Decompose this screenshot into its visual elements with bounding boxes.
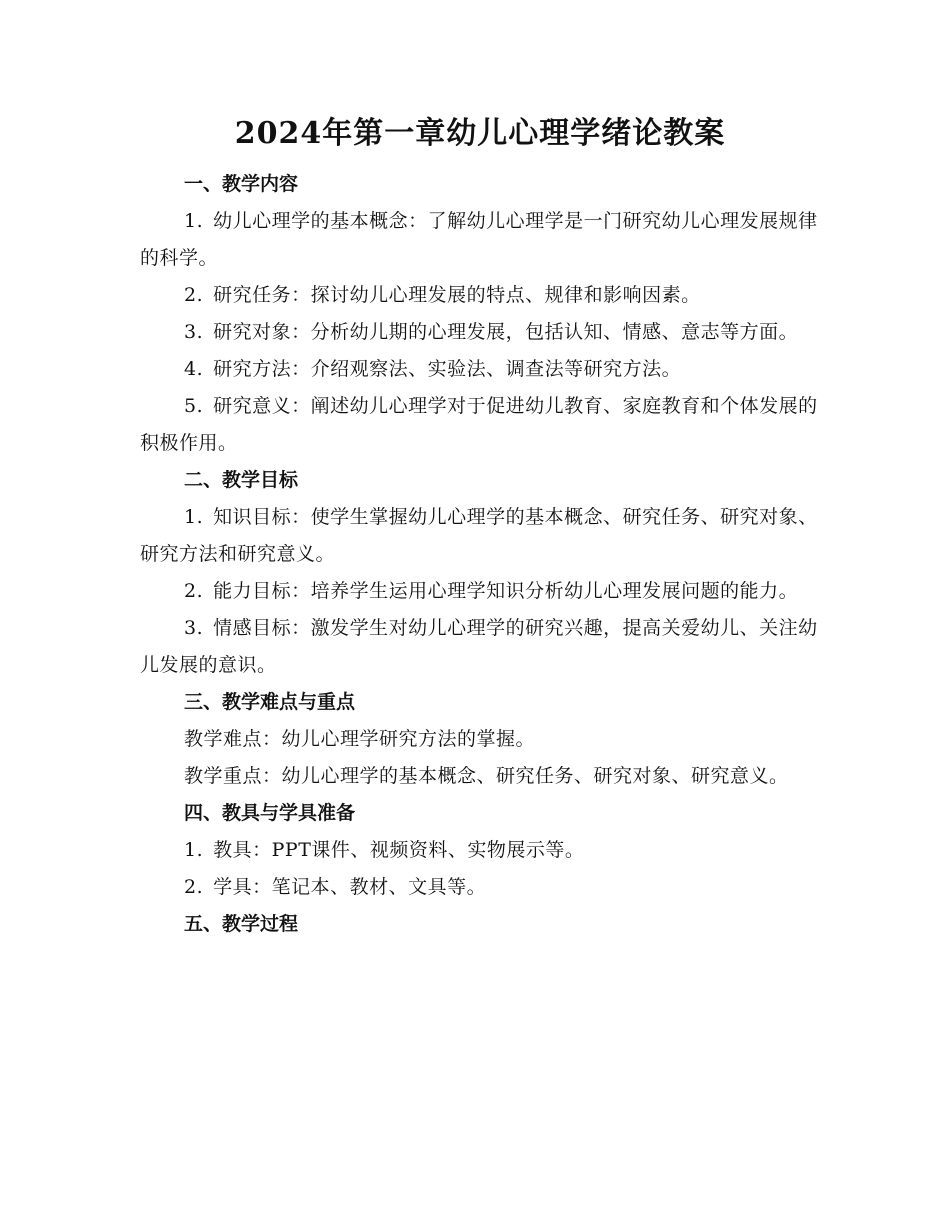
item-number: 2. bbox=[184, 580, 204, 602]
list-item bbox=[140, 499, 820, 573]
key-point-paragraph: 教学重点：幼儿心理学的基本概念、研究任务、研究对象、研究意义。 bbox=[184, 765, 789, 787]
document-title: 2024年第一章幼儿心理学绪论教案 bbox=[234, 116, 726, 151]
item-number: 5. bbox=[184, 395, 204, 417]
item-text: 幼儿心理学的基本概念：了解幼儿心理学是一门研究幼儿心理发展规律的科学。 bbox=[140, 210, 818, 269]
item-number: 2. bbox=[184, 284, 204, 306]
list-item bbox=[140, 314, 820, 351]
section-teaching-process bbox=[140, 906, 820, 943]
list-item bbox=[140, 869, 820, 906]
goals-list bbox=[140, 499, 820, 684]
section-heading: 二、教学目标 bbox=[184, 469, 299, 491]
section-heading: 一、教学内容 bbox=[184, 173, 299, 195]
section-heading: 五、教学过程 bbox=[184, 913, 299, 935]
item-number: 3. bbox=[184, 321, 204, 343]
item-number: 4. bbox=[184, 358, 204, 380]
item-text: 能力目标：培养学生运用心理学知识分析幼儿心理发展问题的能力。 bbox=[213, 580, 799, 602]
item-number: 1. bbox=[184, 210, 204, 232]
item-number: 1. bbox=[184, 839, 204, 861]
item-text: 教具：PPT课件、视频资料、实物展示等。 bbox=[213, 839, 585, 861]
item-text: 研究任务：探讨幼儿心理发展的特点、规律和影响因素。 bbox=[213, 284, 701, 306]
section-difficulties-key-points bbox=[140, 684, 820, 795]
item-text: 知识目标：使学生掌握幼儿心理学的基本概念、研究任务、研究对象、研究方法和研究意义。 bbox=[140, 506, 818, 565]
item-number: 2. bbox=[184, 876, 204, 898]
item-text: 研究意义：阐述幼儿心理学对于促进幼儿教育、家庭教育和个体发展的积极作用。 bbox=[140, 395, 818, 454]
list-item bbox=[140, 610, 820, 684]
item-text: 学具：笔记本、教材、文具等。 bbox=[213, 876, 487, 898]
difficulty-paragraph: 教学难点：幼儿心理学研究方法的掌握。 bbox=[184, 728, 536, 750]
item-text: 研究方法：介绍观察法、实验法、调查法等研究方法。 bbox=[213, 358, 682, 380]
item-text: 情感目标：激发学生对幼儿心理学的研究兴趣，提高关爱幼儿、关注幼儿发展的意识。 bbox=[140, 617, 818, 676]
section-teaching-content bbox=[140, 166, 820, 462]
item-text: 研究对象：分析幼儿期的心理发展，包括认知、情感、意志等方面。 bbox=[213, 321, 799, 343]
list-item bbox=[140, 573, 820, 610]
section-heading: 四、教具与学具准备 bbox=[184, 802, 356, 824]
aids-list bbox=[140, 832, 820, 906]
item-number: 3. bbox=[184, 617, 204, 639]
item-number: 1. bbox=[184, 506, 204, 528]
section-teaching-goals bbox=[140, 462, 820, 684]
list-item bbox=[140, 203, 820, 277]
list-item bbox=[140, 832, 820, 869]
section-heading: 三、教学难点与重点 bbox=[184, 691, 356, 713]
list-item bbox=[140, 351, 820, 388]
content-list bbox=[140, 203, 820, 462]
list-item bbox=[140, 388, 820, 462]
section-teaching-aids bbox=[140, 795, 820, 906]
list-item bbox=[140, 277, 820, 314]
